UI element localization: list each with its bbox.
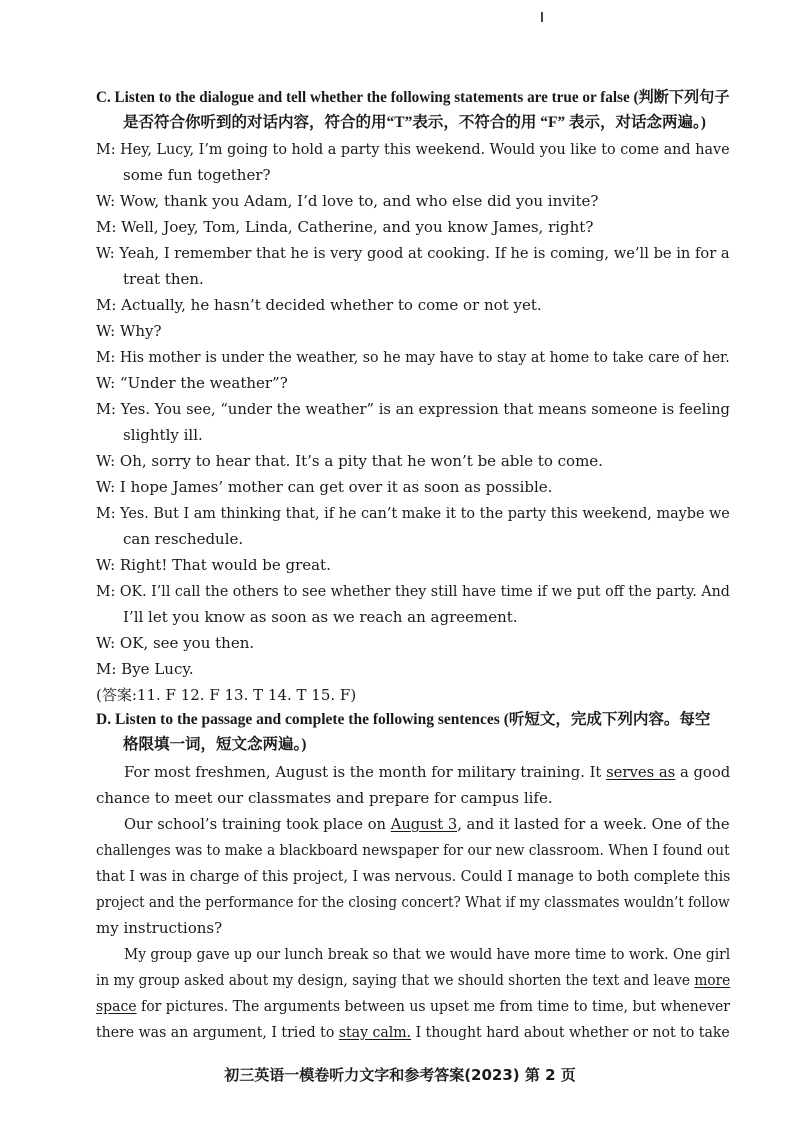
section-c-heading-1: C. Listen to the dialogue and tell whether the following statements are true or false (判断下列句子 <box>96 89 730 106</box>
dialogue-line: M: Hey, Lucy, I’m going to hold a party this weekend. Would you like to come and have <box>96 140 730 158</box>
dialogue-line: M: Yes. But I am thinking that, if he can’t make it to the party this weekend, maybe we <box>96 504 730 522</box>
dialogue-line: some fun together? <box>123 166 271 184</box>
answer-blank: more <box>694 971 731 989</box>
passage-line <box>96 1022 730 1042</box>
answer-blank: August 3 <box>390 815 458 833</box>
dialogue-line: M: Actually, he hasn’t decided whether to come or not yet. <box>96 296 542 314</box>
passage-text: , and it lasted for a week. One of the <box>457 815 730 833</box>
scan-mark <box>541 12 543 22</box>
passage-line: My group gave up our lunch break so that we would have more time to work. One girl <box>124 945 731 963</box>
passage-line <box>96 970 730 990</box>
passage-line: chance to meet our classmates and prepare for campus life. <box>96 789 553 807</box>
passage-text: For most freshmen, August is the month for military training. It <box>124 763 607 781</box>
section-d-heading-1: D. Listen to the passage and complete the following sentences (听短文，完成下列内容。每空 <box>96 711 711 728</box>
page-footer: 初三英语一模卷听力文字和参考答案(2023) 第 2 页 <box>224 1066 576 1084</box>
dialogue-line: W: “Under the weather”? <box>96 374 288 392</box>
dialogue-line: slightly ill. <box>123 426 203 444</box>
passage-text: Our school’s training took place on <box>124 815 391 833</box>
dialogue-line: W: Yeah, I remember that he is very good at cooking. If he is coming, we’ll be in for a <box>96 244 730 262</box>
dialogue-line: W: I hope James’ mother can get over it as soon as possible. <box>96 478 553 496</box>
dialogue-line: W: Right! That would be great. <box>96 556 331 574</box>
answer-blank: stay calm. <box>338 1023 412 1041</box>
passage-line: project and the performance for the closing concert? What if my classmates wouldn’t follow <box>96 893 730 911</box>
dialogue-line: M: OK. I’ll call the others to see whether they still have time if we put off the party. And <box>96 582 730 600</box>
dialogue-line: can reschedule. <box>123 530 244 548</box>
dialogue-line: treat then. <box>123 270 204 288</box>
passage-line: my instructions? <box>96 919 223 937</box>
dialogue-line: I’ll let you know as soon as we reach an agreement. <box>123 608 518 626</box>
answer-blank: serves as <box>606 763 676 781</box>
section-d-heading-2: 格限填一词，短文念两遍。) <box>123 736 307 753</box>
answer-blank: space <box>96 997 137 1015</box>
dialogue-line: W: Why? <box>96 322 162 340</box>
dialogue-line: M: Yes. You see, “under the weather” is an expression that means someone is feeling <box>96 400 730 418</box>
passage-line <box>124 814 730 834</box>
passage-text: in my group asked about my design, saying that we should shorten the text and leave <box>96 971 695 989</box>
section-c-heading-2: 是否符合你听到的对话内容，符合的用“T”表示，不符合的用 “F” 表示，对话念两遍。) <box>123 114 706 131</box>
passage-text: I thought hard about whether or not to take <box>411 1023 730 1041</box>
passage-text: a good <box>675 763 731 781</box>
passage-text: there was an argument, I tried to <box>96 1023 339 1041</box>
passage-line: challenges was to make a blackboard newspaper for our new classroom. When I found out <box>96 841 730 859</box>
dialogue-line: W: OK, see you then. <box>96 634 255 652</box>
dialogue-line: M: Well, Joey, Tom, Linda, Catherine, and you know James, right? <box>96 218 594 236</box>
passage-line <box>124 762 730 782</box>
dialogue-line: M: Bye Lucy. <box>96 660 194 678</box>
dialogue-line: W: Oh, sorry to hear that. It’s a pity that he won’t be able to come. <box>96 452 603 470</box>
dialogue-line: M: His mother is under the weather, so he may have to stay at home to take care of her. <box>96 348 730 366</box>
answer-key: (答案:11. F 12. F 13. T 14. T 15. F) <box>96 686 357 704</box>
passage-text: for pictures. The arguments between us upset me from time to time, but whenever <box>136 997 730 1015</box>
passage-line: that I was in charge of this project, I was nervous. Could I manage to both complete this <box>96 867 731 885</box>
dialogue-line: W: Wow, thank you Adam, I’d love to, and who else did you invite? <box>96 192 599 210</box>
passage-line <box>96 996 730 1016</box>
